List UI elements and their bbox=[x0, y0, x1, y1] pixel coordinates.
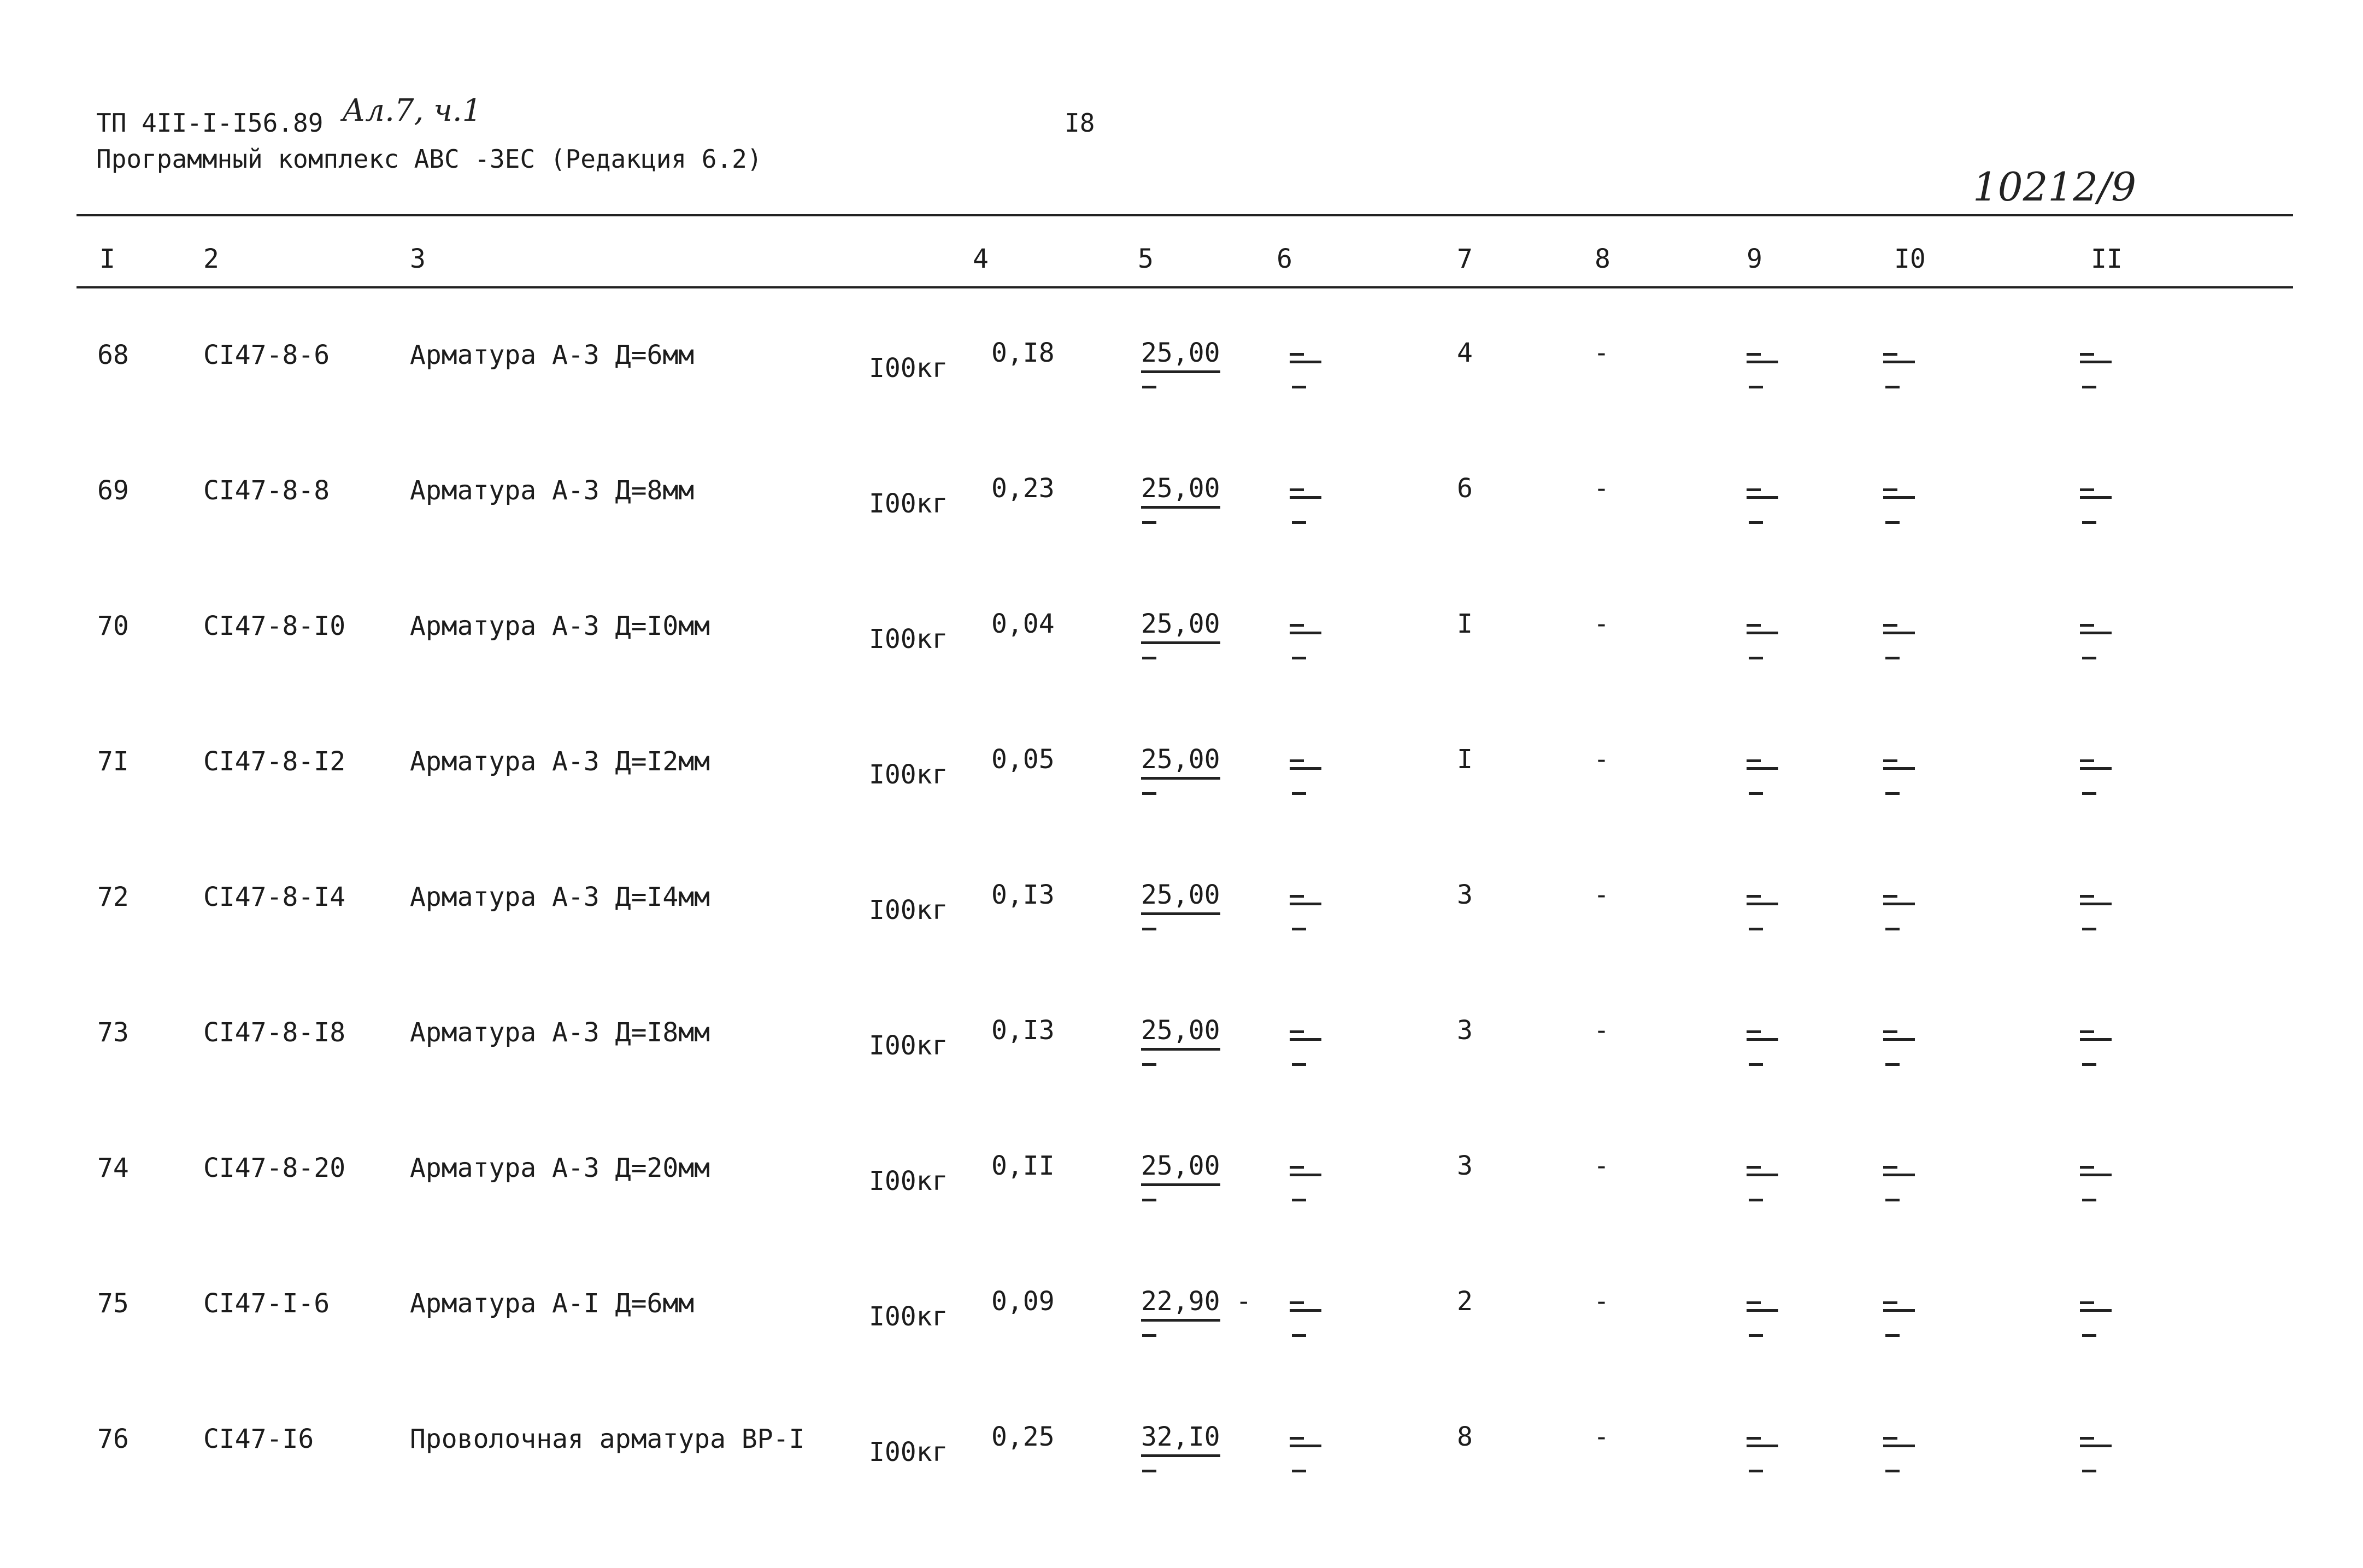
row-number: 69 bbox=[97, 475, 129, 506]
price-cell: 25,00 bbox=[1141, 609, 1220, 639]
col9-mark-bottom bbox=[1749, 386, 1763, 388]
unit-cell: I00кг bbox=[869, 1166, 948, 1196]
col7-cell: 3 bbox=[1457, 880, 1473, 910]
code-cell: CI47-8-8 bbox=[203, 475, 330, 506]
col10-mark-top bbox=[1883, 759, 1897, 762]
col10-mark-rule bbox=[1883, 1038, 1915, 1041]
price-cell: 25,00 bbox=[1141, 1151, 1220, 1181]
col11-mark-top bbox=[2080, 488, 2094, 491]
col7-cell: I bbox=[1457, 609, 1473, 639]
col9-mark-rule bbox=[1747, 903, 1778, 905]
col11-mark-rule bbox=[2080, 1445, 2112, 1447]
col11-mark-bottom bbox=[2082, 1199, 2096, 1201]
col11-mark-bottom bbox=[2082, 928, 2096, 930]
col6-mark-rule bbox=[1290, 1309, 1321, 1312]
col11-mark-bottom bbox=[2082, 386, 2096, 388]
col11-mark-top bbox=[2080, 1166, 2094, 1169]
col6-mark-top bbox=[1290, 353, 1304, 356]
col9-mark-top bbox=[1747, 895, 1761, 898]
quantity-cell: 0,04 bbox=[991, 609, 1055, 639]
col9-mark-bottom bbox=[1749, 1470, 1763, 1472]
col9-mark-rule bbox=[1747, 1309, 1778, 1312]
row-number: 73 bbox=[97, 1017, 129, 1048]
unit-cell: I00кг bbox=[869, 624, 948, 655]
col7-cell: 3 bbox=[1457, 1151, 1473, 1181]
col6-mark-rule bbox=[1290, 1174, 1321, 1176]
price-underline bbox=[1141, 1454, 1220, 1457]
col11-mark-rule bbox=[2080, 496, 2112, 499]
handwritten-number: 10212/9 bbox=[1973, 164, 2137, 210]
col6-mark-top bbox=[1290, 488, 1304, 491]
price-underline bbox=[1141, 777, 1220, 780]
col6-mark-top bbox=[1290, 895, 1304, 898]
col11-mark-rule bbox=[2080, 767, 2112, 770]
row-number: 68 bbox=[97, 340, 129, 370]
price-underline bbox=[1141, 506, 1220, 509]
col6-mark-top bbox=[1290, 1437, 1304, 1440]
col10-mark-rule bbox=[1883, 496, 1915, 499]
name-cell: Арматура А-3 Д=I4мм bbox=[410, 882, 710, 912]
col10-mark-top bbox=[1883, 895, 1897, 898]
col8-cell: - bbox=[1594, 880, 1609, 910]
price-dash-below bbox=[1142, 792, 1156, 795]
col10-mark-rule bbox=[1883, 1174, 1915, 1176]
col9-mark-bottom bbox=[1749, 657, 1763, 659]
col9-mark-bottom bbox=[1749, 1334, 1763, 1337]
col8-cell: - bbox=[1594, 1422, 1609, 1452]
code-cell: CI47-I6 bbox=[203, 1424, 314, 1454]
code-cell: CI47-8-I4 bbox=[203, 882, 346, 912]
unit-cell: I00кг bbox=[869, 895, 948, 926]
col10-mark-bottom bbox=[1885, 657, 1900, 659]
price-cell: 25,00 bbox=[1141, 880, 1220, 910]
name-cell: Арматура А-3 Д=I2мм bbox=[410, 746, 710, 777]
col8-cell: - bbox=[1594, 744, 1609, 775]
col7-cell: 8 bbox=[1457, 1422, 1473, 1452]
col-header-8: 8 bbox=[1595, 244, 1610, 274]
quantity-cell: 0,23 bbox=[991, 473, 1055, 504]
name-cell: Арматура А-3 Д=I8мм bbox=[410, 1017, 710, 1048]
col11-mark-top bbox=[2080, 759, 2094, 762]
col6-mark-rule bbox=[1290, 767, 1321, 770]
unit-cell: I00кг bbox=[869, 1030, 948, 1061]
col9-mark-bottom bbox=[1749, 521, 1763, 524]
col6-mark-rule bbox=[1290, 1445, 1321, 1447]
row-number: 7I bbox=[97, 746, 129, 777]
col6-mark-rule bbox=[1290, 496, 1321, 499]
col7-cell: 6 bbox=[1457, 473, 1473, 504]
col11-mark-rule bbox=[2080, 361, 2112, 363]
col7-cell: I bbox=[1457, 744, 1473, 775]
document-code: ТП 4II-I-I56.89 bbox=[96, 108, 324, 138]
col6-mark-top bbox=[1290, 1301, 1304, 1304]
col8-cell: - bbox=[1594, 338, 1609, 368]
col6-mark-top bbox=[1290, 1166, 1304, 1169]
col11-mark-bottom bbox=[2082, 792, 2096, 795]
col11-mark-top bbox=[2080, 353, 2094, 356]
col10-mark-bottom bbox=[1885, 1470, 1900, 1472]
col10-mark-bottom bbox=[1885, 792, 1900, 795]
col9-mark-bottom bbox=[1749, 1063, 1763, 1066]
col8-cell: - bbox=[1594, 1151, 1609, 1181]
code-cell: CI47-8-I0 bbox=[203, 611, 346, 641]
col-header-2: 2 bbox=[203, 244, 219, 274]
col10-mark-bottom bbox=[1885, 928, 1900, 930]
col8-cell: - bbox=[1594, 1286, 1609, 1317]
price-cell: 25,00 bbox=[1141, 473, 1220, 504]
unit-cell: I00кг bbox=[869, 1437, 948, 1467]
col9-mark-bottom bbox=[1749, 1199, 1763, 1201]
col11-mark-top bbox=[2080, 1301, 2094, 1304]
code-cell: CI47-8-20 bbox=[203, 1153, 346, 1183]
name-cell: Арматура А-I Д=6мм bbox=[410, 1288, 695, 1319]
col9-mark-top bbox=[1747, 1301, 1761, 1304]
quantity-cell: 0,I3 bbox=[991, 880, 1055, 910]
price-dash-below bbox=[1142, 386, 1156, 388]
col6-mark-bottom bbox=[1292, 1334, 1306, 1337]
row-number: 74 bbox=[97, 1153, 129, 1183]
col6-mark-top bbox=[1290, 759, 1304, 762]
price-dash-below bbox=[1142, 657, 1156, 659]
price-dash-below bbox=[1142, 928, 1156, 930]
quantity-cell: 0,I3 bbox=[991, 1015, 1055, 1046]
quantity-cell: 0,09 bbox=[991, 1286, 1055, 1317]
col6-mark-rule bbox=[1290, 903, 1321, 905]
col6-mark-top bbox=[1290, 1030, 1304, 1033]
col7-cell: 3 bbox=[1457, 1015, 1473, 1046]
col9-mark-rule bbox=[1747, 1038, 1778, 1041]
col9-mark-rule bbox=[1747, 632, 1778, 634]
code-cell: CI47-8-I2 bbox=[203, 746, 346, 777]
unit-cell: I00кг bbox=[869, 353, 948, 384]
col9-mark-top bbox=[1747, 624, 1761, 627]
col10-mark-top bbox=[1883, 1166, 1897, 1169]
unit-cell: I00кг bbox=[869, 1301, 948, 1332]
col10-mark-rule bbox=[1883, 632, 1915, 634]
quantity-cell: 0,05 bbox=[991, 744, 1055, 775]
price-underline bbox=[1141, 1048, 1220, 1051]
col11-mark-bottom bbox=[2082, 1334, 2096, 1337]
col11-mark-rule bbox=[2080, 1309, 2112, 1312]
col6-mark-rule bbox=[1290, 632, 1321, 634]
col9-mark-rule bbox=[1747, 496, 1778, 499]
col-header-5: 5 bbox=[1138, 244, 1154, 274]
col-header-6: 6 bbox=[1277, 244, 1292, 274]
unit-cell: I00кг bbox=[869, 759, 948, 790]
price-underline bbox=[1141, 912, 1220, 915]
table-top-rule bbox=[77, 214, 2293, 216]
row-number: 70 bbox=[97, 611, 129, 641]
col9-mark-rule bbox=[1747, 361, 1778, 363]
col11-mark-bottom bbox=[2082, 1063, 2096, 1066]
price-cell: 22,90 - bbox=[1141, 1286, 1252, 1317]
col11-mark-rule bbox=[2080, 903, 2112, 905]
quantity-cell: 0,25 bbox=[991, 1422, 1055, 1452]
price-cell: 32,I0 bbox=[1141, 1422, 1220, 1452]
col11-mark-bottom bbox=[2082, 521, 2096, 524]
price-underline bbox=[1141, 641, 1220, 644]
col10-mark-top bbox=[1883, 353, 1897, 356]
page-number: I8 bbox=[1065, 108, 1095, 138]
row-number: 75 bbox=[97, 1288, 129, 1319]
row-number: 76 bbox=[97, 1424, 129, 1454]
col6-mark-bottom bbox=[1292, 792, 1306, 795]
col6-mark-bottom bbox=[1292, 657, 1306, 659]
col9-mark-top bbox=[1747, 353, 1761, 356]
col10-mark-bottom bbox=[1885, 1063, 1900, 1066]
col-header-3: 3 bbox=[410, 244, 426, 274]
col8-cell: - bbox=[1594, 609, 1609, 639]
price-underline bbox=[1141, 1319, 1220, 1322]
price-dash-below bbox=[1142, 1334, 1156, 1337]
col11-mark-top bbox=[2080, 1030, 2094, 1033]
col6-mark-bottom bbox=[1292, 386, 1306, 388]
col11-mark-rule bbox=[2080, 1174, 2112, 1176]
col8-cell: - bbox=[1594, 473, 1609, 504]
col10-mark-rule bbox=[1883, 903, 1915, 905]
quantity-cell: 0,I8 bbox=[991, 338, 1055, 368]
price-dash-below bbox=[1142, 521, 1156, 524]
price-dash-below bbox=[1142, 1063, 1156, 1066]
col9-mark-top bbox=[1747, 759, 1761, 762]
col8-cell: - bbox=[1594, 1015, 1609, 1046]
col9-mark-top bbox=[1747, 1166, 1761, 1169]
code-cell: CI47-I-6 bbox=[203, 1288, 330, 1319]
name-cell: Проволочная арматура ВР-I bbox=[410, 1424, 805, 1454]
code-cell: CI47-8-I8 bbox=[203, 1017, 346, 1048]
col-header-7: 7 bbox=[1457, 244, 1473, 274]
col9-mark-rule bbox=[1747, 767, 1778, 770]
col10-mark-bottom bbox=[1885, 1334, 1900, 1337]
price-cell: 25,00 bbox=[1141, 338, 1220, 368]
col6-mark-bottom bbox=[1292, 521, 1306, 524]
col10-mark-top bbox=[1883, 1437, 1897, 1440]
name-cell: Арматура А-3 Д=20мм bbox=[410, 1153, 710, 1183]
col10-mark-bottom bbox=[1885, 386, 1900, 388]
col11-mark-top bbox=[2080, 1437, 2094, 1440]
col11-mark-rule bbox=[2080, 632, 2112, 634]
col9-mark-top bbox=[1747, 488, 1761, 491]
col-header-9: 9 bbox=[1747, 244, 1762, 274]
row-number: 72 bbox=[97, 882, 129, 912]
price-dash-below bbox=[1142, 1470, 1156, 1472]
col10-mark-bottom bbox=[1885, 1199, 1900, 1201]
col10-mark-top bbox=[1883, 1301, 1897, 1304]
col10-mark-rule bbox=[1883, 361, 1915, 363]
col10-mark-rule bbox=[1883, 1445, 1915, 1447]
col10-mark-bottom bbox=[1885, 521, 1900, 524]
price-cell: 25,00 bbox=[1141, 744, 1220, 775]
col9-mark-bottom bbox=[1749, 792, 1763, 795]
name-cell: Арматура А-3 Д=8мм bbox=[410, 475, 695, 506]
col10-mark-top bbox=[1883, 1030, 1897, 1033]
col9-mark-top bbox=[1747, 1030, 1761, 1033]
col9-mark-top bbox=[1747, 1437, 1761, 1440]
col-header-4: 4 bbox=[973, 244, 989, 274]
col-header-10: I0 bbox=[1894, 244, 1926, 274]
col6-mark-bottom bbox=[1292, 928, 1306, 930]
col-header-1: I bbox=[99, 244, 115, 274]
col11-mark-top bbox=[2080, 895, 2094, 898]
col6-mark-rule bbox=[1290, 1038, 1321, 1041]
col11-mark-bottom bbox=[2082, 657, 2096, 659]
price-underline bbox=[1141, 370, 1220, 373]
col6-mark-bottom bbox=[1292, 1199, 1306, 1201]
price-dash-below bbox=[1142, 1199, 1156, 1201]
col6-mark-top bbox=[1290, 624, 1304, 627]
col11-mark-rule bbox=[2080, 1038, 2112, 1041]
price-cell: 25,00 bbox=[1141, 1015, 1220, 1046]
col-header-11: II bbox=[2091, 244, 2123, 274]
handwritten-reference: Ал.7, ч.1 bbox=[342, 93, 482, 128]
col6-mark-bottom bbox=[1292, 1063, 1306, 1066]
col11-mark-top bbox=[2080, 624, 2094, 627]
col11-mark-bottom bbox=[2082, 1470, 2096, 1472]
col6-mark-bottom bbox=[1292, 1470, 1306, 1472]
name-cell: Арматура А-3 Д=6мм bbox=[410, 340, 695, 370]
quantity-cell: 0,II bbox=[991, 1151, 1055, 1181]
col10-mark-rule bbox=[1883, 767, 1915, 770]
document-subtitle: Программный комплекс АВС -3ЕС (Редакция 6.2) bbox=[96, 144, 762, 174]
col7-cell: 2 bbox=[1457, 1286, 1473, 1317]
col9-mark-rule bbox=[1747, 1174, 1778, 1176]
col7-cell: 4 bbox=[1457, 338, 1473, 368]
unit-cell: I00кг bbox=[869, 488, 948, 519]
col10-mark-top bbox=[1883, 624, 1897, 627]
col6-mark-rule bbox=[1290, 361, 1321, 363]
col10-mark-top bbox=[1883, 488, 1897, 491]
code-cell: CI47-8-6 bbox=[203, 340, 330, 370]
price-underline bbox=[1141, 1183, 1220, 1186]
name-cell: Арматура А-3 Д=I0мм bbox=[410, 611, 710, 641]
col9-mark-rule bbox=[1747, 1445, 1778, 1447]
col9-mark-bottom bbox=[1749, 928, 1763, 930]
table-header-rule bbox=[77, 286, 2293, 288]
col10-mark-rule bbox=[1883, 1309, 1915, 1312]
